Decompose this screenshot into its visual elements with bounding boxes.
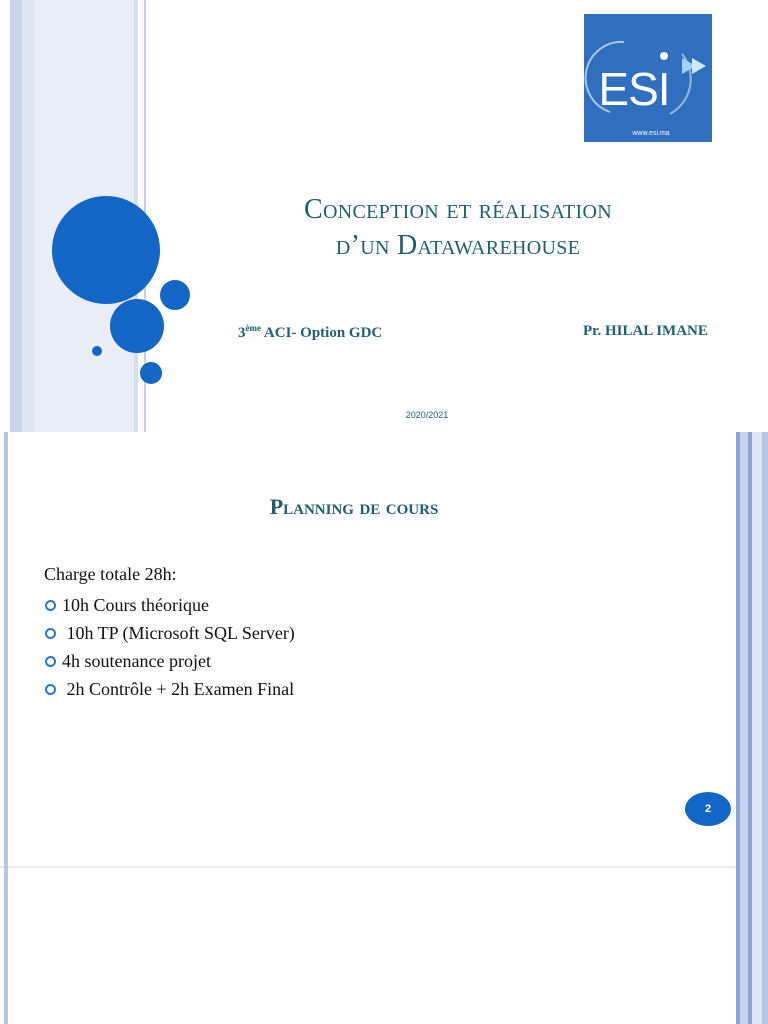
bullet-icon <box>45 628 56 639</box>
planning-slide <box>0 432 768 866</box>
left-stripe-lighter <box>22 0 34 432</box>
title-slide <box>0 0 768 432</box>
right-stripe-light <box>740 432 748 866</box>
right-stripe-dark <box>736 432 740 866</box>
level-superscript: ème <box>245 323 261 333</box>
next-slide-partial <box>0 866 768 1024</box>
teacher-name: Pr. HILAL IMANE <box>583 323 708 339</box>
title-line-1: Conception et réalisation <box>304 194 612 225</box>
list-item <box>44 620 295 648</box>
list-item <box>44 648 295 676</box>
title-line-2: d’un Datawarehouse <box>335 230 581 261</box>
program-label <box>238 323 382 342</box>
decor-circle-large <box>52 196 160 304</box>
slide-title: Planning de cours <box>269 494 439 519</box>
list-item-text: 4h soutenance projet <box>62 651 211 671</box>
decor-circle-small-2 <box>140 362 162 384</box>
program-name: ACI- Option GDC <box>261 325 383 341</box>
bullet-icon <box>45 684 56 695</box>
planning-list <box>44 592 295 704</box>
bullet-icon <box>45 656 56 667</box>
list-item <box>44 592 295 620</box>
esi-logo <box>584 14 712 142</box>
decor-circle-tiny <box>92 346 102 356</box>
list-item <box>44 676 295 704</box>
logo-text: ESI <box>598 63 670 115</box>
page-number-badge: 2 <box>685 792 731 826</box>
logo-url: www.esi.ma <box>632 130 670 137</box>
decor-circle-small-1 <box>160 280 190 310</box>
list-item-text: 10h TP (Microsoft SQL Server) <box>62 623 295 643</box>
total-hours: Charge totale 28h: <box>44 564 177 584</box>
list-item-text: 10h Cours théorique <box>62 595 209 615</box>
level-number: 3 <box>238 325 246 341</box>
list-item-text: 2h Contrôle + 2h Examen Final <box>62 679 295 699</box>
slide-title <box>214 192 702 264</box>
left-stripe-light <box>10 0 22 432</box>
academic-year: 2020/2021 <box>405 410 449 420</box>
decor-circle-medium <box>110 299 164 353</box>
bullet-icon <box>45 600 56 611</box>
slide3-decoration <box>0 866 768 1024</box>
